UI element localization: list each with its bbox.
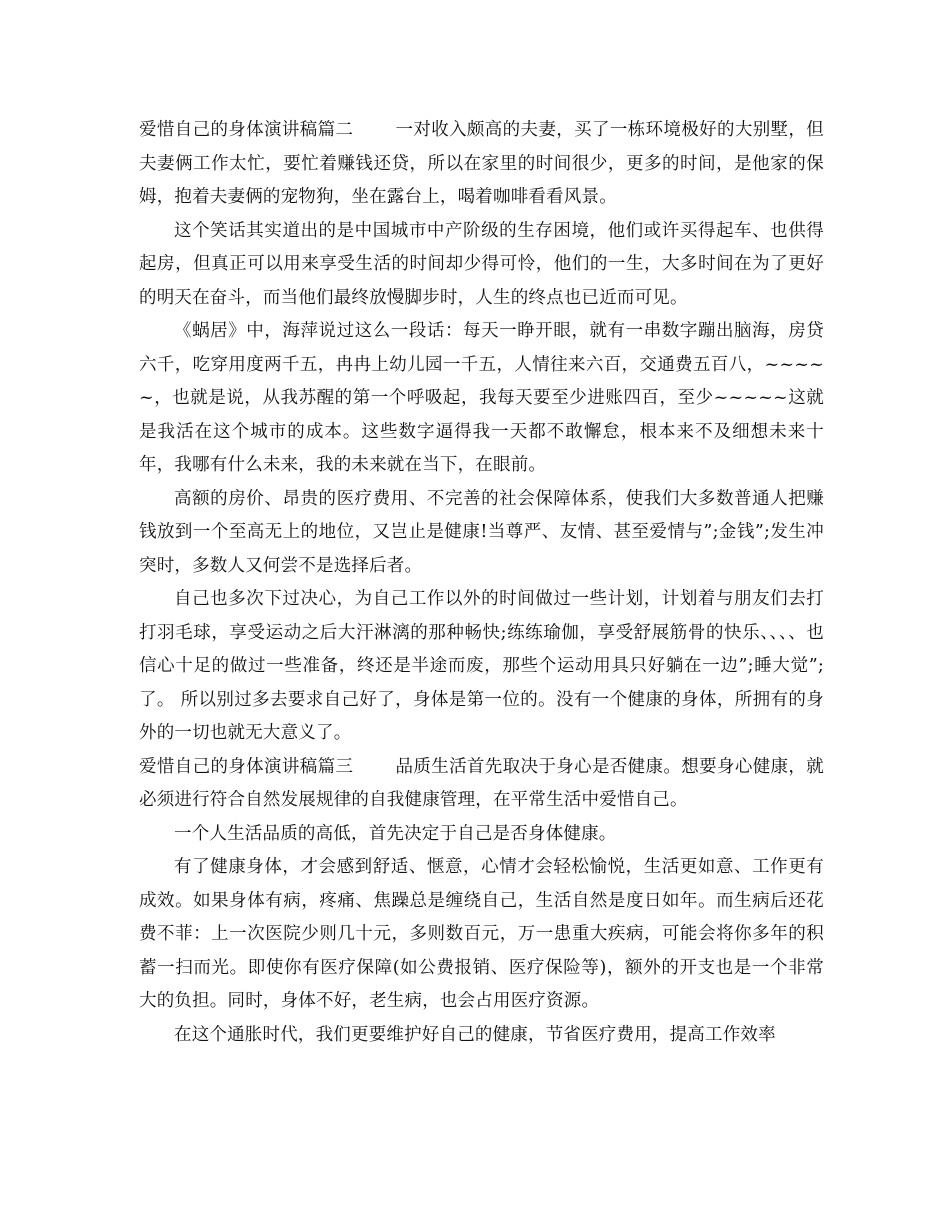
section-heading-2: 爱惜自己的身体演讲稿篇二 — [139, 120, 354, 140]
paragraph-text: 有了健康身体，才会感到舒适、惬意，心情才会轻松愉悦，生活更如意、工作更有成效。如果身体有病，疼痛、焦躁总是缠绕自己，生活自然是度日如年。而生病后还花费不菲：上一次医院少则几十元，多则数百元，万一患重大疾病，可能会将你多年的积蓄一扫而光。即使你有医疗保障(如公费报销、医疗保险等)，额外的开支也是一个非常大的负担。同时，身体不好，老生病，也会占用医疗资源。 — [139, 857, 824, 1011]
section-heading-3: 爱惜自己的身体演讲稿篇三 — [139, 756, 354, 777]
paragraph-5 — [139, 583, 824, 751]
paragraph-text: 在这个通胀时代，我们更要维护好自己的健康，节省医疗费用，提高工作效率 — [174, 1024, 776, 1045]
paragraph-text: 《蜗居》中，海萍说过这么一段话：每天一睁开眼，就有一串数字蹦出脑海，房贷六千，吃穿用度两千五，冉冉上幼儿园一千五，人情往来六百，交通费五百八，~~~~~，也就是说，从我苏醒的第一个呼吸起，我每天要至少进账四百，至少~~~~~这就是我活在这个城市的成本。这些数字逼得我一天都不敢懈怠，根本来不及细想未来十年，我哪有什么未来，我的未来就在当下，在眼前。 — [139, 321, 824, 475]
paragraph-8 — [139, 851, 824, 1019]
paragraph-1 — [139, 114, 824, 215]
paragraph-7 — [139, 818, 824, 852]
paragraph-text: 一对收入颇高的夫妻，买了一栋环境极好的大别墅，但夫妻俩工作太忙，要忙着赚钱还贷，所以在家里的时间很少，更多的时间，是他家的保姆，抱着夫妻俩的宠物狗，坐在露台上，喝着咖啡看看风景。 — [139, 120, 824, 207]
paragraph-6 — [139, 751, 824, 818]
paragraph-4 — [139, 483, 824, 584]
paragraph-text: 品质生活首先取决于身心是否健康。想要身心健康，就必须进行符合自然发展规律的自我健康管理，在平常生活中爱惜自己。 — [139, 756, 824, 810]
paragraph-text: 这个笑话其实道出的是中国城市中产阶级的生存困境，他们或许买得起车、也供得起房，但真正可以用来享受生活的时间却少得可怜，他们的一生，大多时间在为了更好的明天在奋斗，而当他们最终放慢脚步时，人生的终点也已近而可见。 — [139, 220, 824, 308]
paragraph-text: 高额的房价、昂贵的医疗费用、不完善的社会保障体系，使我们大多数普通人把赚钱放到一个至高无上的地位，又岂止是健康!当尊严、友情、甚至爱情与”;金钱”;发生冲突时，多数人又何尝不是选择后者。 — [139, 488, 824, 576]
paragraph-2 — [139, 215, 824, 316]
paragraph-9 — [139, 1019, 824, 1053]
paragraph-text: 自己也多次下过决心，为自己工作以外的时间做过一些计划，计划着与朋友们去打打羽毛球，享受运动之后大汗淋漓的那种畅快;练练瑜伽，享受舒展筋骨的快乐、、、、也信心十足的做过一些准备，终还是半途而废，那些个运动用具只好躺在一边”;睡大觉”;了。 所以别过多去要求自己好了，身体是第一位的。没有一个健康的身体，所拥有的身外的一切也就无大意义了。 — [139, 589, 824, 743]
document-body — [139, 114, 824, 1052]
paragraph-text: 一个人生活品质的高低，首先决定于自己是否身体健康。 — [174, 823, 617, 844]
paragraph-3 — [139, 315, 824, 483]
